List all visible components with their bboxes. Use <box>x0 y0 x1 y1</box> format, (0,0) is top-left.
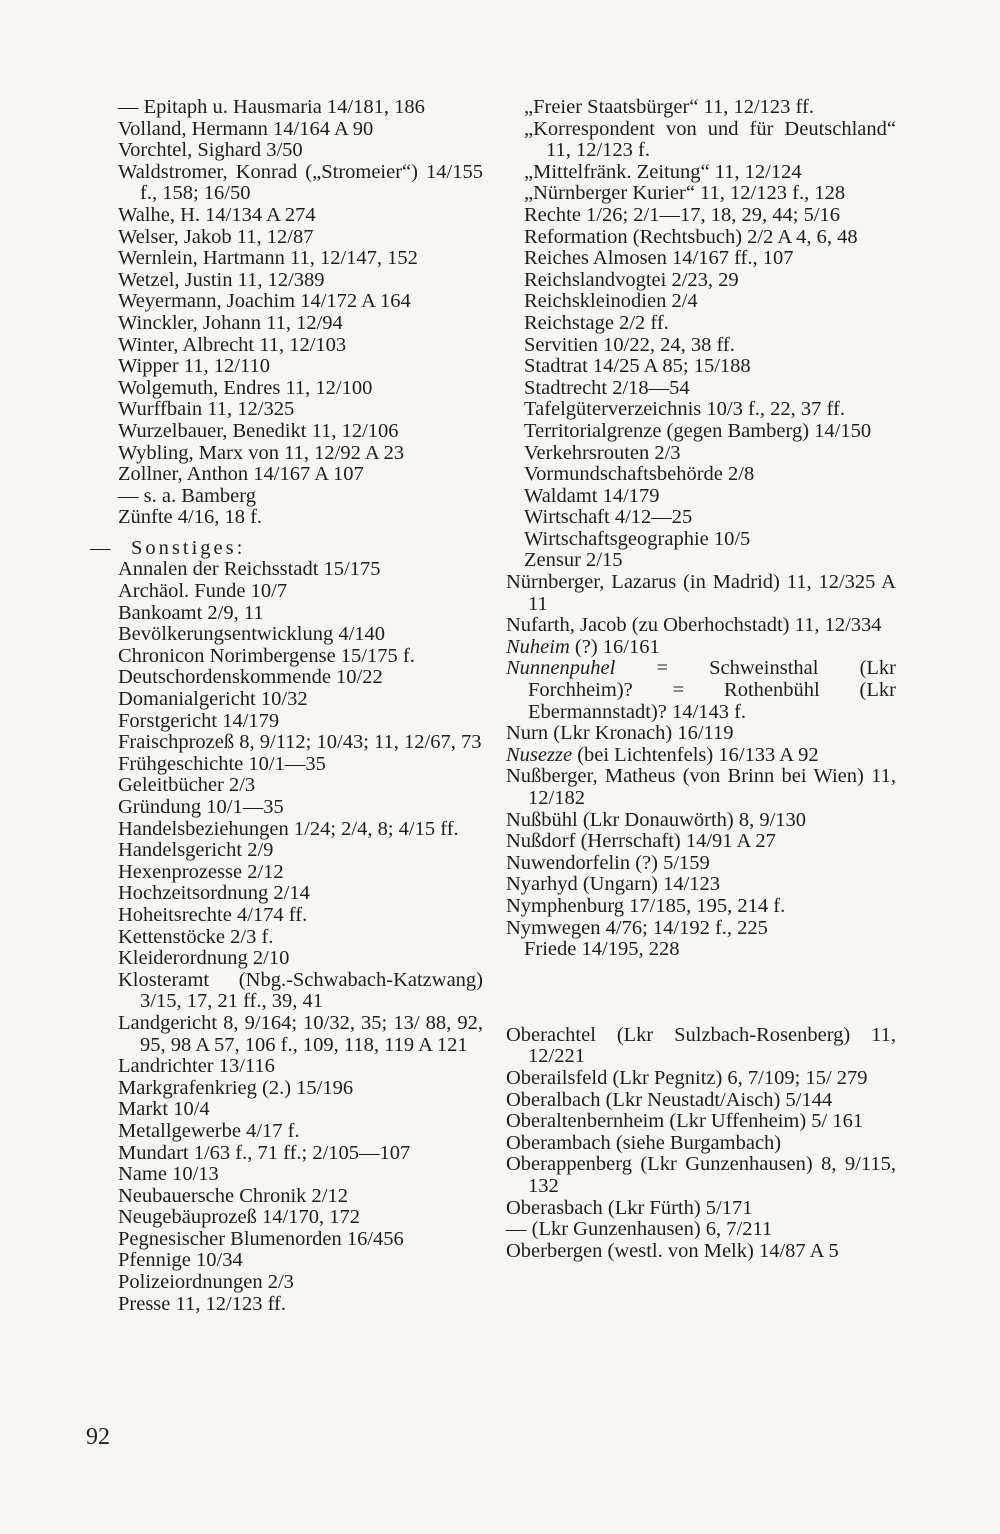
index-entry: Oberasbach (Lkr Fürth) 5/171 <box>506 1196 753 1219</box>
index-entry: Fraischprozeß 8, 9/112; 10/43; 11, 12/67, 73 <box>118 731 482 754</box>
index-entry: — Epitaph u. Hausmaria 14/181, 186 <box>118 96 425 118</box>
right-entries-2 <box>506 1025 896 1263</box>
index-entry: Nurn (Lkr Kronach) 16/119 <box>506 722 734 745</box>
index-entry: Name 10/13 <box>118 1163 219 1186</box>
index-entry: Geleitbücher 2/3 <box>118 774 256 797</box>
index-entry: Kleiderordnung 2/10 <box>118 947 290 970</box>
index-entry: Rechte 1/26; 2/1—17, 18, 29, 44; 5/16 <box>524 203 841 226</box>
index-entry-rest: (bei Lichtenfels) 16/133 A 92 <box>572 743 819 766</box>
index-entry: Oberalbach (Lkr Neustadt/Aisch) 5/144 <box>506 1088 833 1111</box>
index-entry: Stadtrecht 2/18—54 <box>524 376 690 399</box>
index-entry: Frühgeschichte 10/1—35 <box>118 752 326 775</box>
index-entry: Nufarth, Jacob (zu Oberhochstadt) 11, 12/334 <box>506 614 882 637</box>
index-entry: Volland, Hermann 14/164 A 90 <box>118 117 374 140</box>
index-entry-rest: = Schweinsthal (Lkr Forchheim)? = Rothenbühl (Lkr Ebermannstadt)? 14/143 f. <box>528 657 896 723</box>
index-entry: Wernlein, Hartmann 11, 12/147, 152 <box>118 247 418 270</box>
index-entry: Nürnberger, Lazarus (in Madrid) 11, 12/325 A 11 <box>506 571 896 615</box>
index-entry: Walhe, H. 14/134 A 274 <box>118 203 316 226</box>
index-entry: Tafelgüterverzeichnis 10/3 f., 22, 37 ff. <box>524 398 845 421</box>
index-entry: Nyarhyd (Ungarn) 14/123 <box>506 873 721 896</box>
index-entry: Winckler, Johann 11, 12/94 <box>118 311 343 334</box>
left-entries-2 <box>118 559 483 1315</box>
index-entry-rest: (?) 16/161 <box>569 635 660 658</box>
index-entry: Polizeiordnungen 2/3 <box>118 1271 294 1294</box>
index-entry: Reiches Almosen 14/167 ff., 107 <box>524 247 794 270</box>
index-entry: Presse 11, 12/123 ff. <box>118 1292 286 1315</box>
right-column <box>506 97 896 1262</box>
index-entry: Nymphenburg 17/185, 195, 214 f. <box>506 894 786 917</box>
index-entry: Klosteramt (Nbg.-Schwabach-Katzwang) 3/15, 17, 21 ff., 39, 41 <box>118 968 483 1013</box>
index-entry: Handelsbeziehungen 1/24; 2/4, 8; 4/15 ff. <box>118 817 459 840</box>
index-entry: „Freier Staatsbürger“ 11, 12/123 ff. <box>524 96 814 118</box>
index-entry: Bankoamt 2/9, 11 <box>118 601 264 624</box>
index-entry: Domanialgericht 10/32 <box>118 688 308 711</box>
index-entry: Waldstromer, Konrad („Stromeier“) 14/155 f., 158; 16/50 <box>118 160 483 205</box>
index-entry: Reformation (Rechtsbuch) 2/2 A 4, 6, 48 <box>524 225 858 248</box>
index-entry: Wurffbain 11, 12/325 <box>118 398 295 421</box>
index-entry: Wolgemuth, Endres 11, 12/100 <box>118 376 373 399</box>
index-entry: — (Lkr Gunzenhausen) 6, 7/211 <box>506 1218 773 1241</box>
index-entry: „Nürnberger Kurier“ 11, 12/123 f., 128 <box>524 182 846 205</box>
index-entry: Mundart 1/63 f., 71 ff.; 2/105—107 <box>118 1141 411 1164</box>
letter-gap <box>506 961 896 1025</box>
index-entry: Landgericht 8, 9/164; 10/32, 35; 13/ 88, 92, 95, 98 A 57, 106 f., 109, 118, 119 A 121 <box>118 1011 483 1056</box>
index-entry: Bevölkerungsentwicklung 4/140 <box>118 623 386 646</box>
index-entry: Oberaltenbernheim (Lkr Uffenheim) 5/ 161 <box>506 1110 864 1133</box>
index-entry: Deutschordenskommende 10/22 <box>118 666 383 689</box>
index-entry: Wirtschaftsgeographie 10/5 <box>524 527 751 550</box>
index-entry: Oberachtel (Lkr Sulzbach-Rosenberg) 11, 12/221 <box>506 1023 896 1068</box>
index-entry: Kettenstöcke 2/3 f. <box>118 925 274 948</box>
index-entry: Nußberger, Matheus (von Brinn bei Wien) 11, 12/182 <box>506 765 896 809</box>
index-entry: Handelsgericht 2/9 <box>118 839 274 862</box>
page-number: 92 <box>86 1424 110 1450</box>
index-entry: Reichstage 2/2 ff. <box>524 311 669 334</box>
index-entry: Wetzel, Justin 11, 12/389 <box>118 268 325 291</box>
index-entry: Wybling, Marx von 11, 12/92 A 23 <box>118 441 405 464</box>
index-entry: Zollner, Anthon 14/167 A 107 <box>118 463 364 486</box>
index-entry: Winter, Albrecht 11, 12/103 <box>118 333 347 356</box>
left-entries <box>118 97 483 529</box>
index-entry: Annalen der Reichsstadt 15/175 <box>118 558 381 581</box>
index-entry: Friede 14/195, 228 <box>524 938 680 961</box>
index-entry <box>506 637 896 659</box>
index-entry: Markt 10/4 <box>118 1098 210 1121</box>
index-entry: Reichskleinodien 2/4 <box>524 290 698 313</box>
index-entry: Gründung 10/1—35 <box>118 796 284 818</box>
index-entry: Neubauersche Chronik 2/12 <box>118 1184 348 1207</box>
index-entry: Metallgewerbe 4/17 f. <box>118 1119 300 1142</box>
index-entry: Hoheitsrechte 4/174 ff. <box>118 903 308 926</box>
index-entry: Pegnesischer Blumenorden 16/456 <box>118 1227 404 1250</box>
index-entry: Weyermann, Joachim 14/172 A 164 <box>118 290 411 313</box>
index-entry: Markgrafenkrieg (2.) 15/196 <box>118 1076 354 1099</box>
section-dash: — <box>90 536 111 559</box>
index-entry: Forstgericht 14/179 <box>118 709 280 732</box>
index-entry: Landrichter 13/116 <box>118 1055 275 1078</box>
index-entry: Zensur 2/15 <box>524 549 623 572</box>
section-heading <box>90 538 483 560</box>
index-entry: Oberambach (siehe Burgambach) <box>506 1131 782 1154</box>
index-entry: Nymwegen 4/76; 14/192 f., 225 <box>506 916 768 939</box>
index-entry: „Mittelfränk. Zeitung“ 11, 12/124 <box>524 160 802 183</box>
index-entry: Vorchtel, Sighard 3/50 <box>118 139 303 162</box>
index-entry: Chronicon Norimbergense 15/175 f. <box>118 644 415 667</box>
index-entry: Nußbühl (Lkr Donauwörth) 8, 9/130 <box>506 808 807 831</box>
index-entry: Nußdorf (Herrschaft) 14/91 A 27 <box>506 830 776 853</box>
index-entry-italic-term: Nuheim <box>506 635 570 658</box>
index-entry <box>506 745 896 767</box>
index-entry: Reichslandvogtei 2/23, 29 <box>524 268 739 291</box>
index-entry: Hochzeitsordnung 2/14 <box>118 882 310 905</box>
index-entry: Welser, Jakob 11, 12/87 <box>118 225 314 248</box>
index-entry: Neugebäuprozeß 14/170, 172 <box>118 1206 360 1229</box>
index-entry: „Korrespondent von und für Deutschland“ 11, 12/123 f. <box>524 117 896 162</box>
index-entry: Archäol. Funde 10/7 <box>118 580 288 603</box>
right-entries <box>506 97 896 961</box>
index-entry: Oberbergen (westl. von Melk) 14/87 A 5 <box>506 1239 839 1262</box>
index-entry <box>506 658 896 723</box>
index-entry: Oberappenberg (Lkr Gunzenhausen) 8, 9/115, 132 <box>506 1153 896 1197</box>
index-entry: Verkehrsrouten 2/3 <box>524 441 681 464</box>
index-entry: Vormundschaftsbehörde 2/8 <box>524 463 755 486</box>
index-entry: Servitien 10/22, 24, 38 ff. <box>524 333 735 356</box>
index-entry: Stadtrat 14/25 A 85; 15/188 <box>524 355 751 378</box>
index-entry: Wurzelbauer, Benedikt 11, 12/106 <box>118 419 399 442</box>
index-entry: Oberailsfeld (Lkr Pegnitz) 6, 7/109; 15/ 279 <box>506 1066 868 1089</box>
index-entry: Nuwendorfelin (?) 5/159 <box>506 851 710 874</box>
index-entry: Wipper 11, 12/110 <box>118 355 270 378</box>
index-entry: Hexenprozesse 2/12 <box>118 860 284 883</box>
index-entry-italic-term: Nusezze <box>506 743 573 766</box>
index-entry: Pfennige 10/34 <box>118 1249 243 1272</box>
index-entry: Wirtschaft 4/12—25 <box>524 506 693 529</box>
index-entry-italic-term: Nunnenpuhel <box>506 657 616 680</box>
left-column <box>90 96 483 1315</box>
index-entry: Waldamt 14/179 <box>524 484 660 507</box>
section-heading-label: Sonstiges: <box>131 536 246 559</box>
index-entry: — s. a. Bamberg <box>118 484 256 507</box>
index-entry: Zünfte 4/16, 18 f. <box>118 506 263 529</box>
index-entry: Territorialgrenze (gegen Bamberg) 14/150 <box>524 419 872 442</box>
